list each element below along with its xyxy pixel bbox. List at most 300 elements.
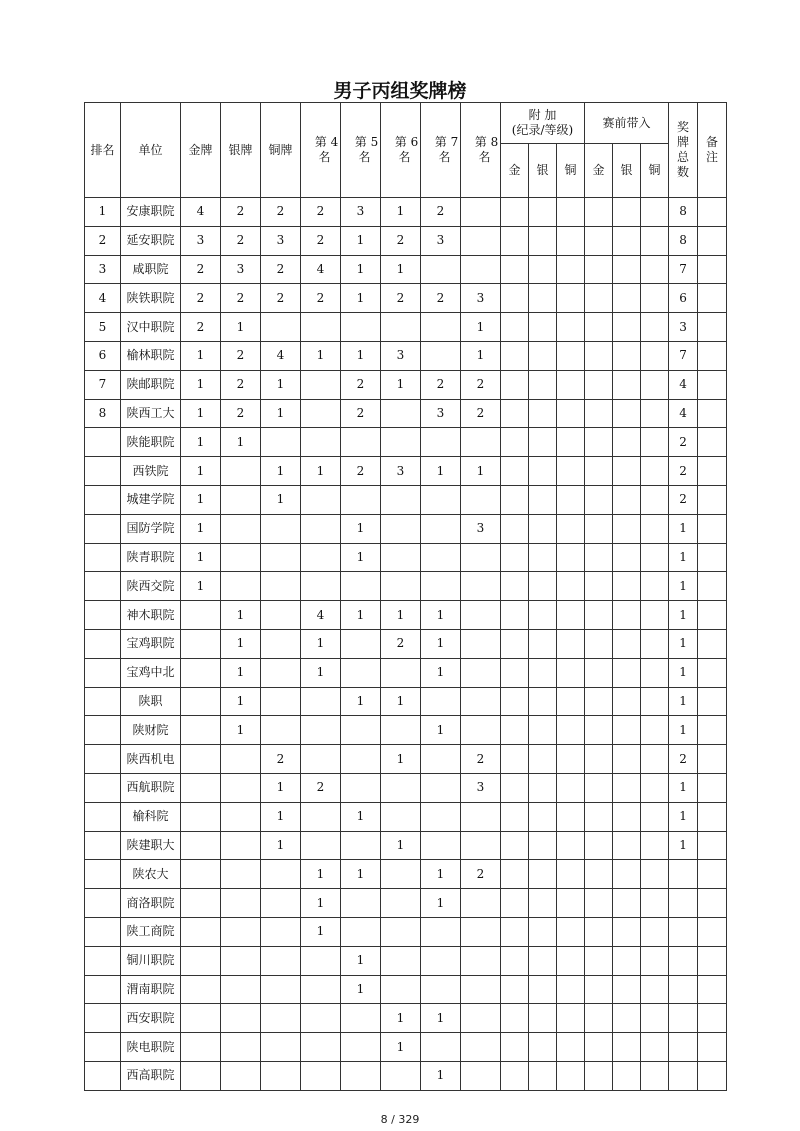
extra-gold-cell: [501, 370, 529, 399]
place-5-cell: 3: [341, 198, 381, 227]
carry-bronze-cell: [641, 198, 669, 227]
extra-bronze-cell: [557, 457, 585, 486]
carry-bronze-cell: [641, 917, 669, 946]
carry-bronze-cell: [641, 601, 669, 630]
carry-gold-cell: [585, 485, 613, 514]
carry-gold-cell: [585, 773, 613, 802]
extra-silver-cell: [529, 601, 557, 630]
place-6-cell: 3: [381, 341, 421, 370]
place-4-cell: [301, 572, 341, 601]
header-total-c2: 牌: [677, 135, 690, 149]
extra-silver-cell: [529, 629, 557, 658]
place-4-cell: [301, 1033, 341, 1062]
gold-cell: [181, 802, 221, 831]
bronze-cell: [261, 658, 301, 687]
carry-gold-cell: [585, 226, 613, 255]
place-5-cell: [341, 485, 381, 514]
place-7-cell: [421, 917, 461, 946]
bronze-cell: [261, 1033, 301, 1062]
carry-silver-cell: [613, 457, 641, 486]
total-cell: 2: [669, 485, 698, 514]
place-8-cell: [461, 831, 501, 860]
carry-silver-cell: [613, 572, 641, 601]
gold-cell: [181, 629, 221, 658]
rank-cell: [85, 773, 121, 802]
place-8-cell: [461, 716, 501, 745]
table-row: [85, 572, 727, 601]
place-8-cell: 2: [461, 399, 501, 428]
rank-cell: 6: [85, 341, 121, 370]
carry-gold-cell: [585, 1033, 613, 1062]
table-row: [85, 773, 727, 802]
carry-gold-cell: [585, 658, 613, 687]
place-4-cell: [301, 802, 341, 831]
carry-bronze-cell: [641, 341, 669, 370]
extra-bronze-cell: [557, 917, 585, 946]
extra-gold-cell: [501, 428, 529, 457]
note-cell: [698, 1004, 727, 1033]
total-cell: 1: [669, 687, 698, 716]
rank-cell: [85, 831, 121, 860]
total-cell: [669, 917, 698, 946]
place-7-cell: 3: [421, 399, 461, 428]
note-cell: [698, 284, 727, 313]
silver-cell: 2: [221, 341, 261, 370]
unit-cell: 商洛职院: [121, 889, 181, 918]
table-row: [85, 658, 727, 687]
carry-gold-cell: [585, 457, 613, 486]
extra-bronze-cell: [557, 572, 585, 601]
total-cell: 6: [669, 284, 698, 313]
extra-bronze-cell: [557, 341, 585, 370]
table-row: [85, 1061, 727, 1090]
header-unit: 单位: [121, 103, 181, 198]
place-7-cell: 1: [421, 629, 461, 658]
carry-silver-cell: [613, 889, 641, 918]
header-extra-line2: (纪录/等级): [511, 123, 574, 137]
carry-gold-cell: [585, 946, 613, 975]
extra-gold-cell: [501, 572, 529, 601]
rank-cell: [85, 975, 121, 1004]
extra-gold-cell: [501, 687, 529, 716]
header-carry-group: 赛前带入: [585, 103, 669, 144]
table-header: [85, 103, 727, 198]
unit-cell: 神木职院: [121, 601, 181, 630]
extra-bronze-cell: [557, 687, 585, 716]
extra-gold-cell: [501, 543, 529, 572]
place-7-cell: 1: [421, 601, 461, 630]
place-6-cell: [381, 946, 421, 975]
note-cell: [698, 341, 727, 370]
gold-cell: 1: [181, 543, 221, 572]
place-7-cell: 3: [421, 226, 461, 255]
bronze-cell: 1: [261, 802, 301, 831]
place-7-cell: 1: [421, 658, 461, 687]
rank-cell: [85, 485, 121, 514]
extra-bronze-cell: [557, 284, 585, 313]
table-row: [85, 889, 727, 918]
total-cell: 1: [669, 658, 698, 687]
place-5-cell: [341, 1033, 381, 1062]
bronze-cell: [261, 889, 301, 918]
extra-silver-cell: [529, 946, 557, 975]
place-8-cell: [461, 543, 501, 572]
place-8-cell: [461, 1033, 501, 1062]
carry-silver-cell: [613, 629, 641, 658]
total-cell: 1: [669, 572, 698, 601]
place-5-cell: [341, 313, 381, 342]
extra-gold-cell: [501, 745, 529, 774]
place-4-cell: [301, 745, 341, 774]
total-cell: 8: [669, 226, 698, 255]
extra-silver-cell: [529, 687, 557, 716]
rank-cell: [85, 860, 121, 889]
unit-cell: 延安职院: [121, 226, 181, 255]
rank-cell: [85, 687, 121, 716]
rank-cell: 1: [85, 198, 121, 227]
silver-cell: 1: [221, 601, 261, 630]
table-row: [85, 514, 727, 543]
table-row: [85, 687, 727, 716]
rank-cell: [85, 745, 121, 774]
rank-cell: 7: [85, 370, 121, 399]
silver-cell: 1: [221, 716, 261, 745]
place-7-cell: 1: [421, 457, 461, 486]
bronze-cell: 1: [261, 457, 301, 486]
gold-cell: [181, 1033, 221, 1062]
extra-silver-cell: [529, 773, 557, 802]
gold-cell: [181, 658, 221, 687]
extra-gold-cell: [501, 860, 529, 889]
extra-bronze-cell: [557, 226, 585, 255]
unit-cell: 陕农大: [121, 860, 181, 889]
place-5-cell: [341, 831, 381, 860]
carry-bronze-cell: [641, 284, 669, 313]
place-5-cell: 1: [341, 860, 381, 889]
place-7-cell: [421, 428, 461, 457]
place-4-cell: 1: [301, 341, 341, 370]
carry-gold-cell: [585, 399, 613, 428]
note-cell: [698, 629, 727, 658]
total-cell: 1: [669, 601, 698, 630]
unit-cell: 西高职院: [121, 1061, 181, 1090]
gold-cell: [181, 601, 221, 630]
silver-cell: 1: [221, 428, 261, 457]
gold-cell: [181, 716, 221, 745]
carry-bronze-cell: [641, 226, 669, 255]
carry-bronze-cell: [641, 975, 669, 1004]
gold-cell: [181, 1004, 221, 1033]
bronze-cell: 4: [261, 341, 301, 370]
table-row: [85, 428, 727, 457]
extra-gold-cell: [501, 341, 529, 370]
place-5-cell: [341, 889, 381, 918]
silver-cell: 1: [221, 629, 261, 658]
place-5-cell: 1: [341, 341, 381, 370]
unit-cell: 陕职: [121, 687, 181, 716]
carry-silver-cell: [613, 341, 641, 370]
rank-cell: [85, 802, 121, 831]
rank-cell: [85, 572, 121, 601]
unit-cell: 陕建职大: [121, 831, 181, 860]
place-7-cell: [421, 485, 461, 514]
note-cell: [698, 889, 727, 918]
place-8-cell: [461, 946, 501, 975]
header-rank: 排名: [85, 103, 121, 198]
extra-gold-cell: [501, 198, 529, 227]
extra-bronze-cell: [557, 831, 585, 860]
medal-table: [84, 102, 727, 1091]
total-cell: 1: [669, 831, 698, 860]
place-4-cell: 2: [301, 284, 341, 313]
place-6-cell: [381, 485, 421, 514]
place-8-cell: [461, 802, 501, 831]
place-6-cell: [381, 313, 421, 342]
place-4-cell: [301, 975, 341, 1004]
place-8-cell: [461, 687, 501, 716]
bronze-cell: [261, 860, 301, 889]
silver-cell: [221, 485, 261, 514]
note-cell: [698, 687, 727, 716]
place-7-cell: [421, 773, 461, 802]
place-8-cell: 1: [461, 457, 501, 486]
unit-cell: 陕西交院: [121, 572, 181, 601]
unit-cell: 西铁院: [121, 457, 181, 486]
carry-silver-cell: [613, 946, 641, 975]
table-row: [85, 802, 727, 831]
unit-cell: 宝鸡职院: [121, 629, 181, 658]
extra-silver-cell: [529, 198, 557, 227]
rank-cell: 5: [85, 313, 121, 342]
extra-gold-cell: [501, 485, 529, 514]
place-6-cell: [381, 399, 421, 428]
place-6-cell: 1: [381, 1033, 421, 1062]
gold-cell: [181, 1061, 221, 1090]
silver-cell: [221, 860, 261, 889]
place-5-cell: 1: [341, 975, 381, 1004]
extra-gold-cell: [501, 1033, 529, 1062]
note-cell: [698, 831, 727, 860]
extra-silver-cell: [529, 860, 557, 889]
carry-silver-cell: [613, 975, 641, 1004]
place-7-cell: 2: [421, 198, 461, 227]
place-7-cell: 1: [421, 1061, 461, 1090]
carry-silver-cell: [613, 514, 641, 543]
note-cell: [698, 428, 727, 457]
note-cell: [698, 1033, 727, 1062]
extra-gold-cell: [501, 457, 529, 486]
place-5-cell: 1: [341, 543, 381, 572]
place-4-cell: [301, 370, 341, 399]
extra-bronze-cell: [557, 975, 585, 1004]
note-cell: [698, 745, 727, 774]
extra-bronze-cell: [557, 773, 585, 802]
extra-bronze-cell: [557, 946, 585, 975]
bronze-cell: [261, 428, 301, 457]
extra-bronze-cell: [557, 428, 585, 457]
carry-silver-cell: [613, 284, 641, 313]
place-5-cell: [341, 917, 381, 946]
table-row: [85, 745, 727, 774]
header-carry-bronze: 铜: [641, 144, 669, 198]
extra-silver-cell: [529, 889, 557, 918]
unit-cell: 陕电职院: [121, 1033, 181, 1062]
place-5-cell: [341, 428, 381, 457]
silver-cell: [221, 745, 261, 774]
place-7-cell: [421, 975, 461, 1004]
note-cell: [698, 572, 727, 601]
carry-bronze-cell: [641, 629, 669, 658]
place-7-cell: 1: [421, 889, 461, 918]
place-7-cell: [421, 572, 461, 601]
table-row: [85, 860, 727, 889]
unit-cell: 安康职院: [121, 198, 181, 227]
extra-silver-cell: [529, 428, 557, 457]
carry-bronze-cell: [641, 485, 669, 514]
silver-cell: 2: [221, 198, 261, 227]
carry-gold-cell: [585, 831, 613, 860]
header-place-7: [421, 103, 461, 198]
silver-cell: [221, 802, 261, 831]
bronze-cell: [261, 629, 301, 658]
gold-cell: 1: [181, 370, 221, 399]
carry-gold-cell: [585, 428, 613, 457]
extra-silver-cell: [529, 1004, 557, 1033]
extra-bronze-cell: [557, 658, 585, 687]
header-place-7-top: 第 7: [434, 135, 459, 149]
place-7-cell: 2: [421, 370, 461, 399]
place-5-cell: [341, 716, 381, 745]
table-row: [85, 716, 727, 745]
bronze-cell: 2: [261, 284, 301, 313]
carry-bronze-cell: [641, 572, 669, 601]
place-4-cell: [301, 399, 341, 428]
unit-cell: 陕西机电: [121, 745, 181, 774]
extra-gold-cell: [501, 831, 529, 860]
silver-cell: [221, 917, 261, 946]
silver-cell: 1: [221, 313, 261, 342]
note-cell: [698, 226, 727, 255]
carry-gold-cell: [585, 687, 613, 716]
place-8-cell: 3: [461, 284, 501, 313]
header-place-4-bot: 名: [318, 150, 331, 164]
place-8-cell: [461, 572, 501, 601]
table-row: [85, 1033, 727, 1062]
carry-bronze-cell: [641, 1061, 669, 1090]
place-6-cell: 1: [381, 370, 421, 399]
extra-silver-cell: [529, 917, 557, 946]
total-cell: 3: [669, 313, 698, 342]
place-4-cell: [301, 831, 341, 860]
silver-cell: [221, 1004, 261, 1033]
header-bronze: 铜牌: [261, 103, 301, 198]
header-place-4: [301, 103, 341, 198]
header-place-6-top: 第 6: [394, 135, 419, 149]
place-5-cell: [341, 658, 381, 687]
rank-cell: [85, 428, 121, 457]
carry-silver-cell: [613, 917, 641, 946]
note-cell: [698, 802, 727, 831]
carry-silver-cell: [613, 658, 641, 687]
place-4-cell: 1: [301, 629, 341, 658]
place-5-cell: [341, 1061, 381, 1090]
total-cell: 8: [669, 198, 698, 227]
table-row: [85, 485, 727, 514]
place-5-cell: [341, 572, 381, 601]
place-6-cell: [381, 572, 421, 601]
extra-gold-cell: [501, 917, 529, 946]
carry-silver-cell: [613, 485, 641, 514]
unit-cell: 榆科院: [121, 802, 181, 831]
silver-cell: [221, 773, 261, 802]
carry-silver-cell: [613, 313, 641, 342]
gold-cell: 1: [181, 399, 221, 428]
place-5-cell: 1: [341, 802, 381, 831]
place-5-cell: 1: [341, 601, 381, 630]
place-5-cell: [341, 773, 381, 802]
table-row: [85, 917, 727, 946]
place-4-cell: 2: [301, 226, 341, 255]
unit-cell: 宝鸡中北: [121, 658, 181, 687]
unit-cell: 陕青职院: [121, 543, 181, 572]
table-row: [85, 341, 727, 370]
carry-bronze-cell: [641, 457, 669, 486]
place-6-cell: 1: [381, 198, 421, 227]
place-4-cell: [301, 485, 341, 514]
silver-cell: 3: [221, 255, 261, 284]
carry-silver-cell: [613, 860, 641, 889]
place-4-cell: 1: [301, 658, 341, 687]
extra-gold-cell: [501, 255, 529, 284]
carry-gold-cell: [585, 860, 613, 889]
extra-gold-cell: [501, 1061, 529, 1090]
carry-bronze-cell: [641, 773, 669, 802]
rank-cell: [85, 1061, 121, 1090]
silver-cell: [221, 975, 261, 1004]
rank-cell: [85, 543, 121, 572]
extra-silver-cell: [529, 457, 557, 486]
total-cell: [669, 1033, 698, 1062]
total-cell: 1: [669, 802, 698, 831]
gold-cell: 2: [181, 284, 221, 313]
unit-cell: 咸职院: [121, 255, 181, 284]
carry-bronze-cell: [641, 946, 669, 975]
extra-silver-cell: [529, 255, 557, 284]
gold-cell: 4: [181, 198, 221, 227]
extra-gold-cell: [501, 773, 529, 802]
carry-bronze-cell: [641, 687, 669, 716]
place-7-cell: [421, 514, 461, 543]
unit-cell: 陕能职院: [121, 428, 181, 457]
table-row: [85, 946, 727, 975]
carry-gold-cell: [585, 198, 613, 227]
extra-gold-cell: [501, 601, 529, 630]
bronze-cell: [261, 313, 301, 342]
carry-bronze-cell: [641, 658, 669, 687]
place-4-cell: [301, 514, 341, 543]
extra-bronze-cell: [557, 716, 585, 745]
header-place-8-bot: 名: [478, 150, 491, 164]
note-cell: [698, 514, 727, 543]
carry-gold-cell: [585, 601, 613, 630]
place-6-cell: 1: [381, 1004, 421, 1033]
place-4-cell: [301, 428, 341, 457]
carry-gold-cell: [585, 802, 613, 831]
carry-gold-cell: [585, 889, 613, 918]
place-4-cell: [301, 313, 341, 342]
carry-silver-cell: [613, 802, 641, 831]
extra-bronze-cell: [557, 629, 585, 658]
